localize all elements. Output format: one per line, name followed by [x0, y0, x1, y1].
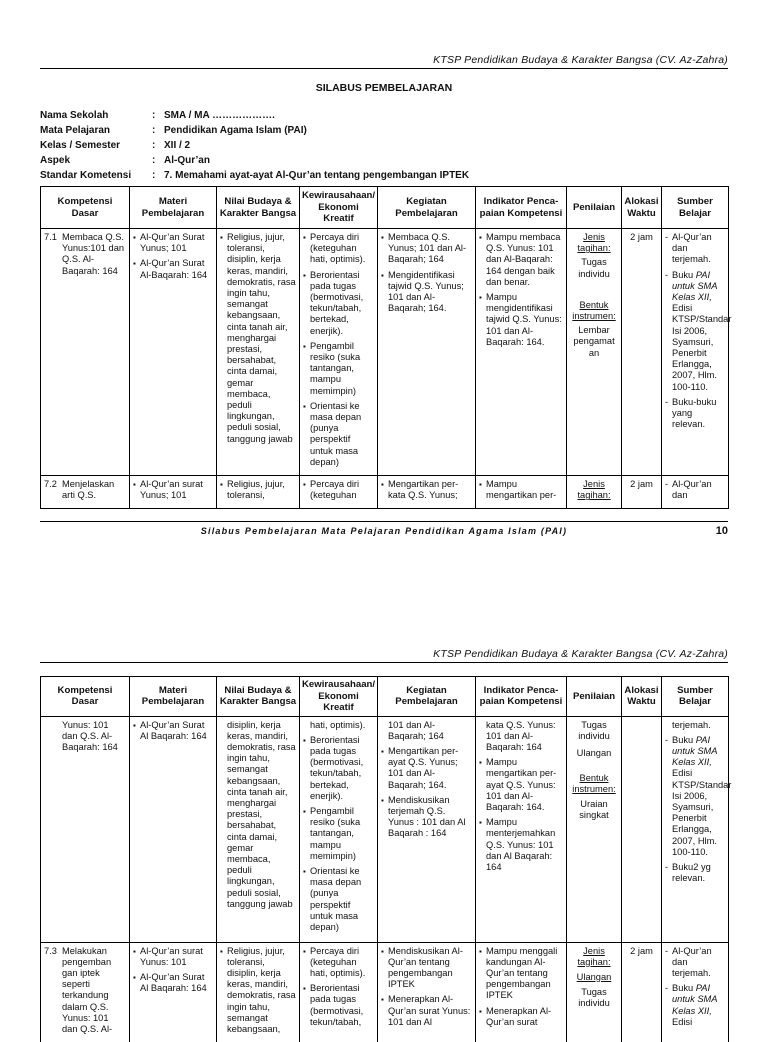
col-nilai: Nilai Budaya & Karakter Bangsa: [217, 187, 300, 229]
cell-materi: ▪ Al-Qur’an Surat Yunus; 101 ▪ Al-Qur’an Surat Al-Baqarah: 164: [130, 229, 217, 476]
col-kegiatan: Kegiatan Pembelajaran: [378, 187, 476, 229]
cell-penilaian: Jenis tagihan:: [567, 476, 622, 509]
info-row: Nama Sekolah : SMA / MA ……………….: [40, 110, 275, 121]
info-row: Kelas / Semester : XII / 2: [40, 140, 191, 151]
table-row: [41, 716, 729, 942]
col-indikator: Indikator Penca-paian Kompetensi: [476, 677, 567, 717]
col-materi: Materi Pembelajaran: [130, 187, 217, 229]
cell-kegiatan: ▪ Mendiskusikan Al-Qur’an tentang pengembangan IPTEK ▪ Menerapkan Al-Qur’an surat Yunus: 101 dan Al: [378, 942, 476, 1042]
col-kewira: Kewirausahaan/ Ekonomi Kreatif: [300, 187, 378, 229]
info-row: Mata Pelajaran : Pendidikan Agama Islam (PAI): [40, 125, 307, 136]
cell-kegiatan: 101 dan Al-Baqarah; 164 ▪ Mengartikan per-ayat Q.S. Yunus; 101 dan Al-Baqarah; 164. ▪ Mendiskusikan terjemah Q.S. Yunus : 101 dan Al Baqarah : 164: [378, 716, 476, 942]
cell-kd: Yunus: 101 dan Q.S. Al-Baqarah: 164: [41, 716, 130, 942]
cell-kewira: hati, optimis). ▪ Berorientasi pada tugas (bermotivasi, tekun/tabah, bertekad, enerjik). ▪ Pengambil resiko (suka tantangan, mampu memimpin) ▪ Orientasi ke masa depan (punya perspektif untuk masa depan): [300, 716, 378, 942]
info-row: Standar Kometensi : 7. Memahami ayat-ayat Al-Qur’an tentang pengembangan IPTEK: [40, 170, 470, 181]
cell-alokasi: 2 jam: [622, 942, 662, 1042]
cell-alokasi: [622, 716, 662, 942]
cell-indikator: kata Q.S. Yunus: 101 dan Al-Baqarah: 164 ▪ Mampu mengartikan per-ayat Q.S. Yunus: 101 dan Al-Baqarah: 164. ▪ Mampu menterjemahkan Q.S. Yunus: 101 dan Al Baqarah: 164: [476, 716, 567, 942]
col-alokasi: Alokasi Waktu: [622, 677, 662, 717]
cell-indikator: ▪ Mampu menggali kandungan Al-Qur’an tentang pengembangan IPTEK ▪ Menerapkan Al-Qur’an surat: [476, 942, 567, 1042]
col-kd: Kompetensi Dasar: [41, 187, 130, 229]
cell-materi: ▪ Al-Qur’an surat Yunus: 101 ▪ Al-Qur’an Surat Al Baqarah: 164: [130, 942, 217, 1042]
cell-alokasi: 2 jam: [622, 229, 662, 476]
cell-indikator: ▪ Mampu membaca Q.S. Yunus: 101 dan Al-Baqarah: 164 dengan baik dan benar. ▪ Mampu mengidentifikasi tajwid Q.S. Yunus: 101 dan Al-Baqarah: 164.: [476, 229, 567, 476]
footer-text: Silabus Pembelajaran Mata Pelajaran Pendidikan Agama Islam (PAI): [200, 526, 568, 536]
cell-alokasi: 2 jam: [622, 476, 662, 509]
cell-nilai: ▪ Religius, jujur, toleransi, disiplin, kerja keras, mandiri, demokratis, rasa ingin tahu, semangat kebangsaan, cinta tanah air, menghargai prestasi, bersahabat, cinta damai, gemar membaca, peduli lingkungan, peduli sosial, tanggung jawab: [217, 229, 300, 476]
cell-nilai: ▪ Religius, jujur, toleransi,: [217, 476, 300, 509]
syllabus-table: [40, 676, 732, 1042]
page-title: SILABUS PEMBELAJARAN: [315, 82, 453, 94]
cell-kegiatan: ▪ Mengartikan per-kata Q.S. Yunus;: [378, 476, 476, 509]
col-sumber: Sumber Belajar: [662, 187, 729, 229]
cell-sumber: - Al-Qur’an dan: [662, 476, 729, 509]
col-kewira: Kewirausahaan/ Ekonomi Kreatif: [300, 677, 378, 717]
cell-sumber: - Al-Qur’an dan terjemah. - Buku PAI untuk SMA Kelas XII, Edisi KTSP/Standar Isi 2006, Syamsuri, Penerbit Erlangga, 2007, Hlm. 100-110. - Buku-buku yang relevan.: [662, 229, 729, 476]
col-kegiatan: Kegiatan Pembelajaran: [378, 677, 476, 717]
cell-sumber: - Al-Qur’an dan terjemah. - Buku PAI untuk SMA Kelas XII, Edisi: [662, 942, 729, 1042]
cell-penilaian: Jenis tagihan: Tugas individu Bentuk instrumen: Lembar pengamat an: [567, 229, 622, 476]
cell-sumber: terjemah. - Buku PAI untuk SMA Kelas XII, Edisi KTSP/Standar Isi 2006, Syamsuri, Penerbit Erlangga, 2007, Hlm. 100-110. - Buku2 yg relevan.: [662, 716, 729, 942]
cell-penilaian: Jenis tagihan: Ulangan Tugas individu: [567, 942, 622, 1042]
page-number: 10: [715, 525, 728, 537]
cell-kewira: ▪ Percaya diri (keteguhan hati, optimis). ▪ Berorientasi pada tugas (bermotivasi, tekun/tabah,: [300, 942, 378, 1042]
table-row: [41, 942, 729, 1042]
page-header: KTSP Pendidikan Budaya & Karakter Bangsa (CV. Az-Zahra): [433, 648, 728, 660]
cell-kd: 7.2 Menjelaskan arti Q.S.: [41, 476, 130, 509]
col-indikator: Indikator Penca-paian Kompetensi: [476, 187, 567, 229]
info-row: Aspek : Al-Qur’an: [40, 155, 210, 166]
col-penilaian: Penilaian: [567, 187, 622, 229]
cell-kd: 7.3 Melakukan pengemban gan iptek seperti terkandung dalam Q.S. Yunus: 101 dan Q.S. Al-: [41, 942, 130, 1042]
col-materi: Materi Pembelajaran: [130, 677, 217, 717]
cell-materi: ▪ Al-Qur’an surat Yunus; 101: [130, 476, 217, 509]
page-header: KTSP Pendidikan Budaya & Karakter Bangsa (CV. Az-Zahra): [433, 54, 728, 66]
cell-penilaian: Tugas individu Ulangan Bentuk instrumen: Uraian singkat: [567, 716, 622, 942]
cell-kewira: ▪ Percaya diri (keteguhan: [300, 476, 378, 509]
cell-nilai: ▪ Religius, jujur, toleransi, disiplin, kerja keras, mandiri, demokratis, rasa ingin tahu, semangat kebangsaan,: [217, 942, 300, 1042]
col-nilai: Nilai Budaya & Karakter Bangsa: [217, 677, 300, 717]
header-rule: [40, 662, 728, 663]
cell-materi: ▪ Al-Qur’an Surat Al Baqarah: 164: [130, 716, 217, 942]
col-kd: Kompetensi Dasar: [41, 677, 130, 717]
cell-nilai: disiplin, kerja keras, mandiri, demokratis, rasa ingin tahu, semangat kebangsaan, cinta tanah air, menghargai prestasi, bersahabat, cinta damai, gemar membaca, peduli lingkungan, peduli sosial, tanggung jawab: [217, 716, 300, 942]
col-alokasi: Alokasi Waktu: [622, 187, 662, 229]
cell-kewira: ▪ Percaya diri (keteguhan hati, optimis). ▪ Berorientasi pada tugas (bermotivasi, tekun/tabah, bertekad, enerjik). ▪ Pengambil resiko (suka tantangan, mampu memimpin) ▪ Orientasi ke masa depan (punya perspektif untuk masa depan): [300, 229, 378, 476]
col-penilaian: Penilaian: [567, 677, 622, 717]
cell-kegiatan: ▪ Membaca Q.S. Yunus; 101 dan Al-Baqarah; 164 ▪ Mengidentifikasi tajwid Q.S. Yunus; 101 dan Al-Baqarah; 164.: [378, 229, 476, 476]
cell-indikator: ▪ Mampu mengartikan per-: [476, 476, 567, 509]
cell-kd: 7.1 Membaca Q.S. Yunus:101 dan Q.S. Al-Baqarah: 164: [41, 229, 130, 476]
col-sumber: Sumber Belajar: [662, 677, 729, 717]
